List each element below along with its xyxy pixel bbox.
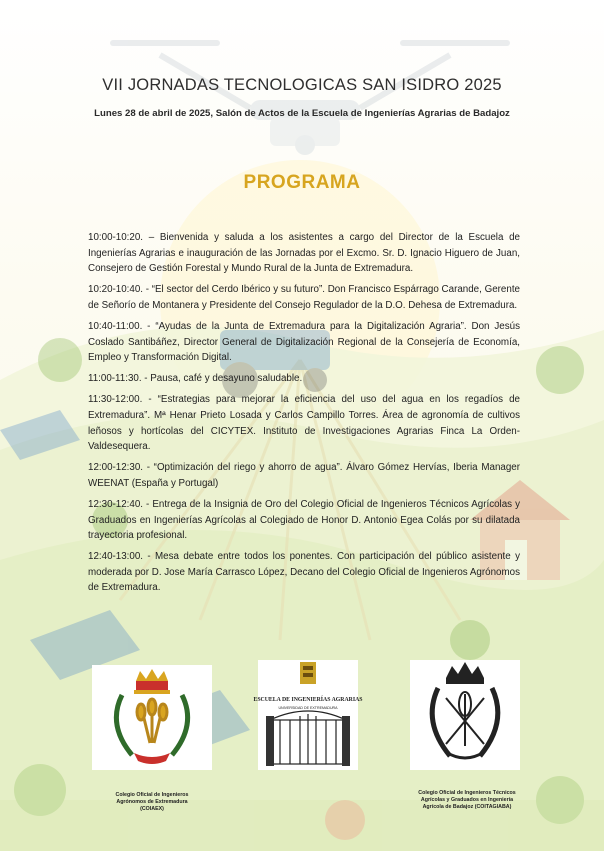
program-item: 12:40-13:00. - Mesa debate entre todos los ponentes. Con participación del público asistente y moderada por D. Jose María Carrasco López, Decano del Colegio Oficial de Ingenieros Agrónomos de Extremadura.: [88, 551, 520, 594]
coiaex-caption: Colegio Oficial de Ingenieros Agrónomos de Extremadura (COIAEX): [115, 792, 189, 812]
program-item: 10:40-11:00. - “Ayudas de la Junta de Extremadura para la Digitalización Agraria”. Don Jesús Coslado Santibáñez, Director General de Digitalización Regional de la Consejería de Economía, Empleo y Transformación Digital.: [88, 320, 520, 364]
program-item: 12:30-12:40. - Entrega de la Insignia de Oro del Colegio Oficial de Ingenieros Técnicos Agrícolas y Graduados en Ingenierías Agrícolas al Colegiado de Honor D. Antonio Egea Colás por su dilatada trayectoria profesional.: [88, 498, 520, 542]
program-item: 10:20-10:40. - “El sector del Cerdo Ibérico y su futuro”. Don Francisco Espárrago Carande, Gerente de Señorío de Montanera y Presidente del Consejo Regulador de la D.O. Dehesa de Extremadura.: [88, 284, 520, 311]
coiaex-logo: [92, 665, 212, 770]
coiaex-emblem-icon: [92, 665, 212, 770]
program-item: 11:30-12:00. - “Estrategias para mejorar la eficiencia del uso del agua en los regadíos de Extremadura”. Mª Henar Prieto Losada y Carlos Campillo Torres. Área de agronomía de cultivos leñosos y hortícolas del CICYTEX. Instituto de Investigaciones Agrarias Finca La Orden- Valdesequera.: [88, 394, 520, 453]
program-item: 12:00-12:30. - “Optimización del riego y ahorro de agua”. Álvaro Gómez Hervías, Iberia Manager WEENAT (España y Portugal): [88, 462, 520, 489]
escuela-caption: ESCUELA DE INGENIERÍAS AGRARIAS: [253, 697, 363, 703]
program-heading: PROGRAMA: [243, 172, 361, 193]
escuela-emblem-icon: [258, 660, 358, 770]
coitagiaba-emblem-icon: [410, 660, 520, 770]
program-item: 10:00-10:20. – Bienvenida y saluda a los asistentes a cargo del Director de la Escuela de Ingenierías Agrarias e inauguración de las Jornadas por el Excmo. Sr. D. Ignacio Higuero de Juan, Consejero de Gestión Forestal y Mundo Rural de la Junta de Extremadura.: [88, 232, 520, 275]
escuela-subcaption: UNIVERSIDAD DE EXTREMADURA: [278, 706, 338, 710]
coitagiaba-logo: [410, 660, 520, 770]
coitagiaba-caption: Colegio Oficial de Ingenieros Técnicos Agrícolas y Graduados en Ingeniería Agrícola de Badajoz (COITAGIABA): [418, 790, 516, 810]
event-title: VII JORNADAS TECNOLOGICAS SAN ISIDRO 2025: [102, 76, 502, 94]
event-subtitle: Lunes 28 de abril de 2025, Salón de Actos de la Escuela de Ingenierías Agrarias de Badajoz: [94, 108, 510, 119]
program-list: [88, 230, 520, 601]
escuela-logo: [258, 660, 358, 770]
program-item: 11:00-11:30. - Pausa, café y desayuno saludable.: [88, 373, 303, 385]
